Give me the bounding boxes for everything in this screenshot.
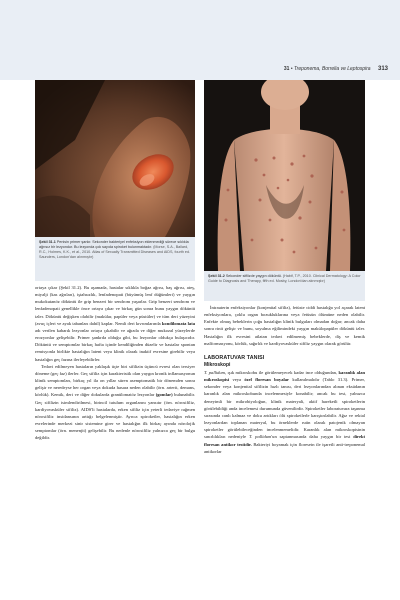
- figure-1-caption: [35, 237, 195, 281]
- figure-2-caption: [204, 271, 365, 301]
- figure-2-citation: (Habif, T.P., 2010. Clinical Dermatology: A Color Guide to Diagnosis and Therapy, fifth ed. Mosby, London'dan alınmıştır): [208, 274, 361, 284]
- right-p2-c: kullanılmalıdır (Tablo 31.3). Primer, sekonder veya konjenital sifilizin hızlı tanısı, deri lezyonlarından alınan eksüdanın karanlık alan mikroskobunda incelenmesiyle konabilir; ancak bu test, yalnızca deneyimli bir mikrobiyoloğun, klinik materyali, aktif hareketli spiroketlerin görülebildiği anda incelemesi durumunda güvenilirdir. Spiroketler laboratuvara taşınma sırasında canlı kalmaz ve doku artıkları ölü spiroketlerle karıştırılabilir. Ağız ve rektal lezyonlardan toplanan materyal, bu örneklerde rutin olarak patojenik olmayan spiroketler görülebileceğinden incelenmemelidir. Karanlık alan mikroskopisinin sınırlılıkları nedeniyle: [204, 377, 365, 440]
- left-p2-bold-term: (gomlar): [155, 392, 173, 398]
- page-number: 313: [377, 66, 388, 72]
- right-p2-d: 'un saptanmasında daha yaygın bir test: [271, 434, 351, 440]
- right-p2-lead-italic: T. pallidum,: [204, 369, 227, 375]
- right-p2-bold-3: direkt floresan antikor testidir.: [204, 434, 366, 447]
- section-heading: LABORATUVAR TANISI: [204, 354, 265, 361]
- left-paragraph-1: [35, 284, 195, 363]
- left-p1-text: ortaya çıkar (Şekil 31.2). Bu aşamada, hastalar sıklıkla boğaz ağrısı, baş ağrısı, ateş, miyalji (kas ağrıları), iştahsızlık, lenfadenopati (büyümüş lenf düğümleri) ve yaygın mukokutanöz döküntü ile grip benzeri bir sendrom yaşarlar. Grip benzeri sendrom ve lenfadenopati genellikle önce ortaya çıkar ve birkaç gün sonra bunu yaygın döküntü izler. Döküntü değişken olabilir (makülar, papüler veya püstüler) ve tüm deri yüzeyini (avuç içleri ve ayak tabanları dahil) kaplar. Nemli deri kıvrımlarında: [35, 285, 195, 326]
- figure-1-photo: [35, 80, 195, 237]
- right-text-column: [204, 304, 365, 455]
- running-head: [284, 66, 388, 72]
- figure-1-caption-text: Penisin primer şankr. Sekonder bakteriyel enfeksiyon eklenmediği sürece sıklıkla ağrısız bir lezyondur. Bu lezyonda çok sayıda spiroket bulunmaktadır.: [39, 240, 189, 250]
- right-paragraph-1: İntrauterin enfeksiyonlar (konjenital sifiliz), fetüste ciddi hastalığa yol açarak latent enfeksiyonlara, çoklu organ bozukluklarına veya fetüsün ölümüne neden olabilir. Enfekte olmuş bebeklerin çoğu hastalığın klinik bulguları olmadan doğar; ancak daha sonra rinit gelişir ve bunu, soyulma eğilimindeki yaygın makülopapüler döküntü izler. Hastalığın ilk evresini atlatan tedavi edilmemiş bebeklerde, diş ve kemik malformasyonu, körlük, sağırlık ve kardiyovasküler sifiliz yaygın olarak görülür.: [204, 305, 365, 346]
- right-paragraph-2: [204, 369, 365, 455]
- right-p2-bold-1: karanlık alan mikroskopisi: [204, 369, 365, 383]
- left-paragraph-2: [35, 363, 195, 442]
- left-p1-bold-term: kondilomata lata: [161, 320, 195, 326]
- rash-photo-illustration: [204, 80, 365, 271]
- figure-1-label: Şekil 31.1: [39, 240, 56, 244]
- chapter-title: Treponema, Borrelia ve Leptospira: [293, 66, 371, 72]
- left-p2-rest: bulunabilir. Geç sifilizin isimlendirilmesi, birincil tutulum organlarını yansıtır (örn. nörosifiliz, kardiyovasküler sifiliz). AIDS'li hastalarda, erken sifiliz için yeterli tedaviye rağmen nörosifiliz insidansının arttığı belgelenmiştir. Ayrıca spiroketler, hastalığın erken evrelerinde merkezi sinir sistemine girer ve hastalığın ilk birkaç ayında nörolojik semptomlar (örn. menenjit) gelişebilir. Bu nedenle nörosifiliz yalnızca geç bir bulgu değildir.: [35, 392, 196, 441]
- right-p2-italic: T. pallidum: [248, 434, 272, 440]
- left-text-column: [35, 284, 195, 441]
- figure-2-label: Şekil 31.2: [208, 274, 225, 278]
- chancre-photo-illustration: [35, 80, 195, 237]
- left-p2-text: Tedavi edilmeyen hastaların yaklaşık üçte biri sifilizin üçüncü evresi olan tersiyer döneme (geç faz) ilerler. Geç sifiliz için karakteristik olan yaygın kronik inflamasyonun klinik semptomları, birkaç yıl ila on yıllar süren asemptomatik bir dönemden sonra gelişir ve neredeyse her organ veya dokuda hasara neden olabilir (örn. arterit, demans, körlük). Kemik, deri ve diğer dokularda granülomatöz lezyonlar: [35, 363, 195, 398]
- right-p2-e: Bakteriyi boyamak için floresein ile işaretli anti-treponemal antikorlar: [204, 441, 365, 454]
- subsection-heading: Mikroskopi: [204, 361, 231, 368]
- figure-2-photo: [204, 80, 365, 271]
- right-p2-a: ışık mikroskobu ile görülemeyecek kadar ince olduğundan,: [227, 369, 338, 375]
- chapter-number: 31: [283, 66, 290, 72]
- separator-dot: •: [290, 66, 293, 72]
- left-p1-rest: adı verilen kabarık lezyonlar ortaya çıkabilir ve ağızda ve diğer mukozal yüzeylerde erozyonlar gelişebilir. Primer şankrda olduğu gibi, bu lezyonlar oldukça bulaşıcıdır. Döküntü ve semptomlar birkaç hafta içinde kendiliğinden düzelir ve hastalar spontan remisyonla birlikte hastalığın latent veya klinik olarak inaktif evresine girebilir veya hastalığın geç fazına ilerleyebilirler.: [35, 327, 195, 362]
- right-p2-b: veya: [232, 377, 242, 383]
- figure-2-caption-text: Sekonder sifilizde yaygın döküntü.: [225, 274, 282, 278]
- figure-1-citation: (Morse, S.A., Ballard, R.C., Holmes, K.K., et al., 2010. Atlas of Sexually Transmitted Diseases and AIDS, fourth ed. Saunders, London'dan alınmıştır): [39, 245, 191, 260]
- right-p2-bold-2: özel floresan boyalar: [244, 377, 290, 383]
